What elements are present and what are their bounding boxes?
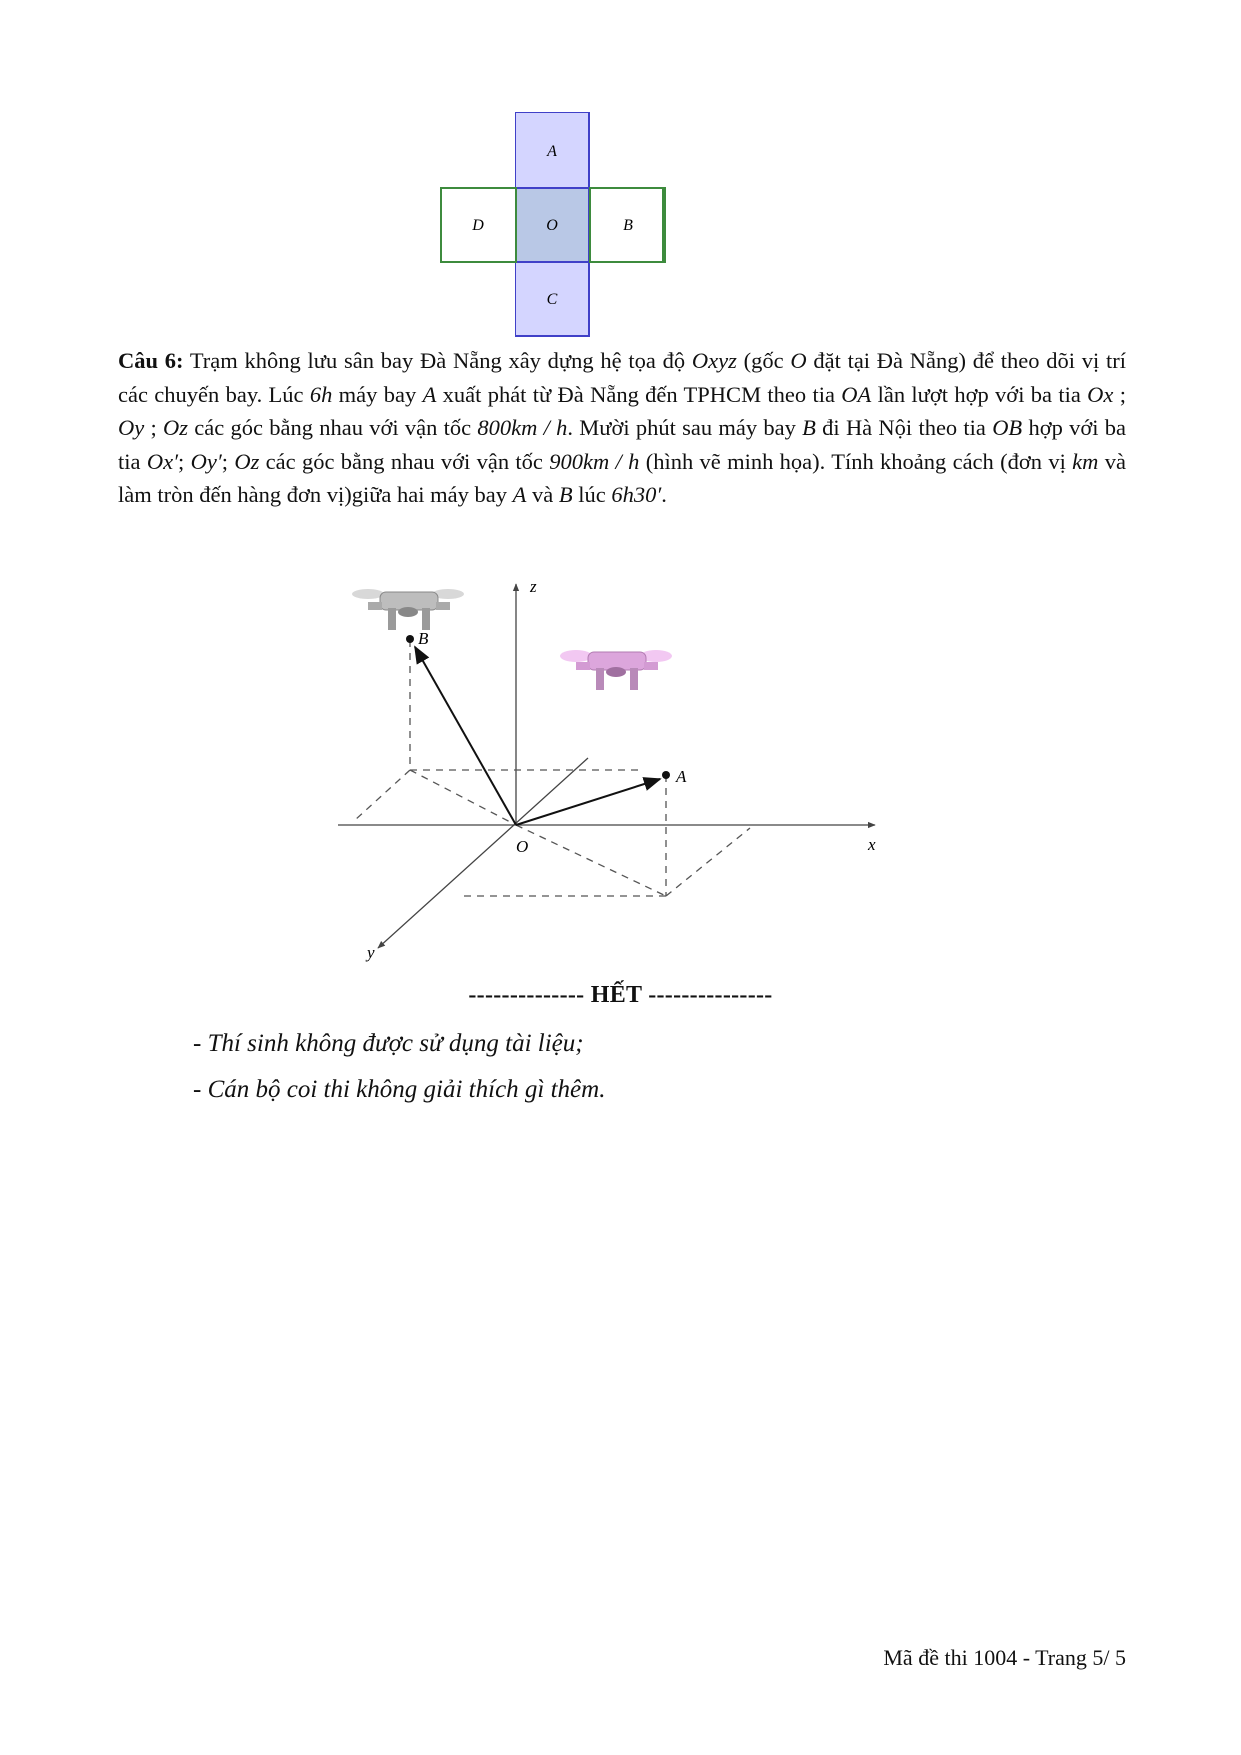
math-term: OB [992,415,1023,440]
math-term: Oy [118,415,145,440]
math-term: OA [841,381,872,407]
question-text: ; [1113,381,1126,407]
point-B [406,635,414,643]
question-text: đi Hà Nội theo tia [815,415,993,440]
axis-label-x: x [868,835,876,854]
math-term: 6h30′ [611,482,662,507]
axis-label-y: y [367,943,375,962]
question-text: các góc bằng nhau với vận tốc [188,415,478,440]
question-text: đặt tại Đà Nẵng) để theo dõi vị trí các chuyến bay. Lúc [118,348,1126,407]
math-term: km [1072,448,1099,474]
math-term: B [802,415,816,440]
page-footer: Mã đề thi 1004 - Trang 5/ 5 [883,1645,1126,1670]
axes-figure [330,570,900,970]
math-term: Ox′ [146,448,178,474]
exam-note: - Thí sinh không được sử dụng tài liệu; [193,1030,584,1057]
math-term: O [790,348,807,373]
axis-label-z: z [530,577,537,596]
math-term: A [422,381,437,407]
question-text: . [661,482,667,507]
point-B-label: B [418,629,429,648]
question-text: lúc [572,482,612,507]
point-A-label: A [676,767,687,786]
question-text: và làm tròn đến hàng đơn vị)giữa hai máy bay [118,448,1126,507]
origin-label: O [516,837,529,856]
drone-B-icon [352,589,464,630]
question-text: lần lượt hợp với ba tia [871,381,1088,407]
net-label-right: B [623,217,633,234]
net-label-center: O [546,217,558,234]
question-text: máy bay [332,381,423,407]
end-marker: -------------- HẾT --------------- [468,982,773,1008]
question-text: Trạm không lưu sân bay Đà Nẵng xây dựng hệ tọa độ [183,348,692,373]
math-term: 6h [309,381,333,407]
math-term: Oy′ [190,448,222,474]
question-text: (hình vẽ minh họa). Tính khoảng cách (đơn vị [639,448,1073,474]
math-term: Oxyz [691,348,737,373]
y-axis [378,758,588,948]
vector-OA [516,779,660,825]
math-term: A [512,482,527,507]
question-text: . Mười phút sau máy bay [567,415,803,440]
net-label-bottom: C [546,291,558,308]
net-side-squares [440,187,740,267]
question-text: các góc bằng nhau với vận tốc [259,448,550,474]
question-text: (gốc [736,348,791,373]
math-term: Oz [163,415,189,440]
construction-lines [355,640,750,896]
point-A [662,771,670,779]
question-text: và [526,482,559,507]
question-6 [118,344,1126,512]
math-term: Oz [234,448,260,474]
question-text: ; [144,415,164,440]
math-term: 800km / h [477,415,568,440]
math-term: 900km / h [549,448,640,474]
math-term: B [558,482,573,507]
vector-OB [415,647,516,825]
question-text: xuất phát từ Đà Nẵng đến TPHCM theo tia [436,381,842,407]
question-label: Câu 6: [118,348,184,373]
question-text: hợp với ba tia [118,415,1126,474]
question-text: ; [178,448,191,474]
drone-A-icon [560,650,672,690]
net-label-left: D [472,217,484,234]
math-term: Ox [1087,381,1114,407]
exam-note: - Cán bộ coi thi không giải thích gì thêm. [193,1076,606,1103]
net-label-top: A [547,143,557,160]
question-text: ; [221,448,235,474]
